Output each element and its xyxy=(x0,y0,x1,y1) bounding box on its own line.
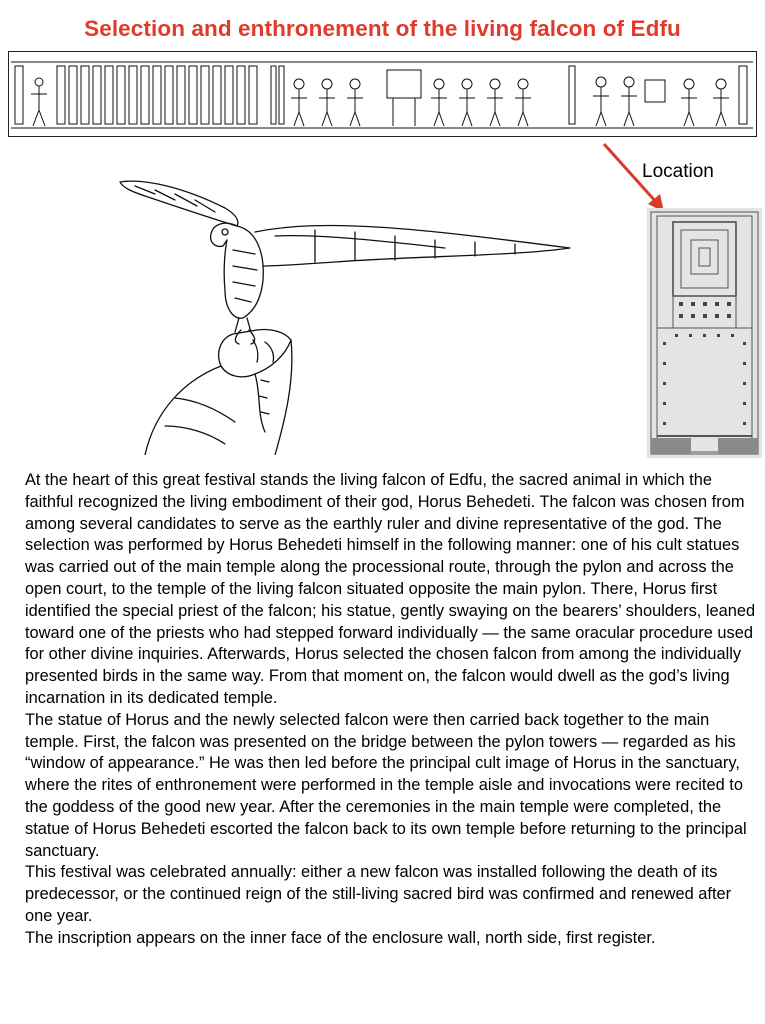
paragraph: The inscription appears on the inner face of the enclosure wall, north side, first register. xyxy=(25,928,656,947)
temple-plan-image xyxy=(647,208,762,458)
paragraph: This festival was celebrated annually: either a new falcon was installed following the death of its predecessor, or the continued reign of the still-living sacred bird was confirmed and renewed after one year. xyxy=(25,863,732,925)
page-title: Selection and enthronement of the living falcon of Edfu xyxy=(84,16,681,41)
location-label: Location xyxy=(642,161,714,182)
article-body xyxy=(25,470,757,950)
paragraph: The statue of Horus and the newly selected falcon were then carried back together to the main temple. First, the falcon was presented on the bridge between the pylon towers — regarded as his “window of appearance.” He was then led before the principal cult image of Horus in the sanctuary, where the rites of enthronement were performed in the temple aisle and invocations were recited to the goddess of the good new year. After the ceremonies in the main temple were completed, the statue of Horus Behedeti escorted the falcon back to its own temple before returning to the principal sanctuary. xyxy=(25,710,747,860)
location-arrow-icon xyxy=(0,0,765,240)
paragraph: At the heart of this great festival stands the living falcon of Edfu, the sacred animal in which the faithful recognized the living embodiment of their god, Horus Behedeti. The falcon was chosen from among several candidates to serve as the earthly ruler and divine representative of the god. The selection was performed by Horus Behedeti himself in the following manner: one of his cult statues was carried out of the main temple along the processional route, through the pylon and across the open court, to the temple of the living falcon situated opposite the main pylon. There, Horus first identified the special priest of the falcon; his statue, gently swaying on the bearers’ shoulders, leaned toward one of the priests who had stepped forward individually — the same oracular procedure used for other divine inquiries. Afterwards, Horus selected the chosen falcon from among the individually presented birds in the same way. From that moment on, the falcon would dwell as the god’s living incarnation in its dedicated temple. xyxy=(25,471,756,707)
